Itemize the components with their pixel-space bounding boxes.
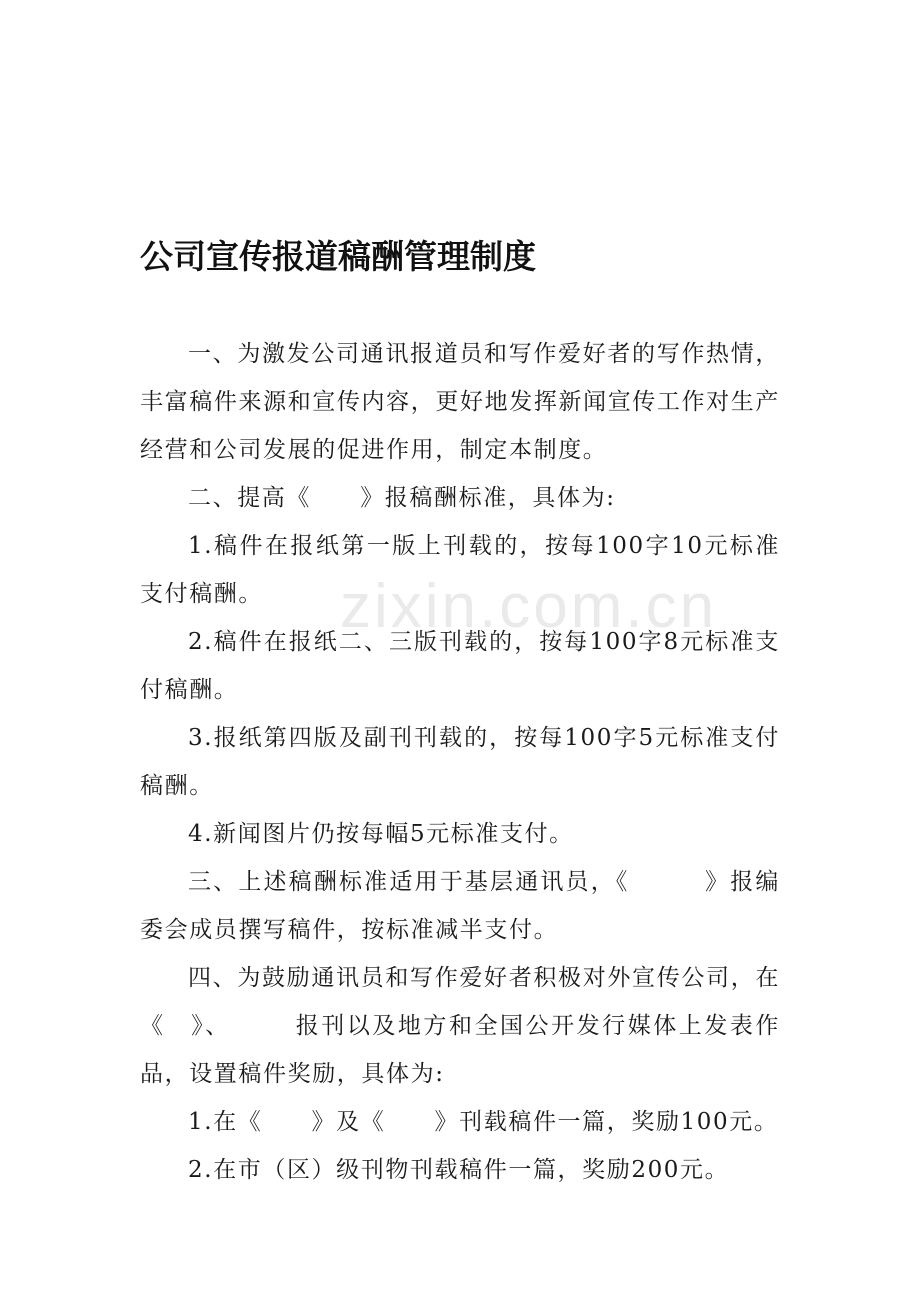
document-title: 公司宣传报道稿酬管理制度	[140, 237, 536, 276]
paragraph-item-2-4: 4.新闻图片仍按每幅5元标准支付。	[188, 821, 574, 847]
paragraph-item-4-2: 2.在市（区）级刊物刊载稿件一篇，奖励200元。	[188, 1157, 730, 1183]
paragraph-section-1: 一、为激发公司通讯报道员和写作爱好者的写作热情，丰富稿件来源和宣传内容，更好地发挥新闻宣传工作对生产经营和公司发展的促进作用，制定本制度。	[140, 341, 780, 463]
watermark: zixin.com.cn	[340, 572, 718, 641]
paragraph-item-2-3: 3.报纸第四版及副刊刊载的，按每100字5元标准支付稿酬。	[140, 725, 780, 799]
document-body	[140, 330, 780, 1194]
paragraph-item-2-2: 2.稿件在报纸二、三版刊载的，按每100字8元标准支付稿酬。	[140, 629, 780, 703]
paragraph-item-4-1: 1.在《 》及《 》刊载稿件一篇，奖励100元。	[188, 1109, 779, 1135]
paragraph-item-2-1: 1.稿件在报纸第一版上刊载的，按每100字10元标准支付稿酬。	[140, 533, 780, 607]
paragraph-section-4: 四、为鼓励通讯员和写作爱好者积极对外宣传公司，在《 》、 报刊以及地方和全国公开发行媒体上发表作品，设置稿件奖励，具体为:	[140, 965, 780, 1087]
paragraph-section-3: 三、上述稿酬标准适用于基层通讯员，《 》报编委会成员撰写稿件，按标准减半支付。	[140, 869, 780, 943]
paragraph-section-2: 二、提高《 》报稿酬标准，具体为:	[188, 485, 616, 511]
